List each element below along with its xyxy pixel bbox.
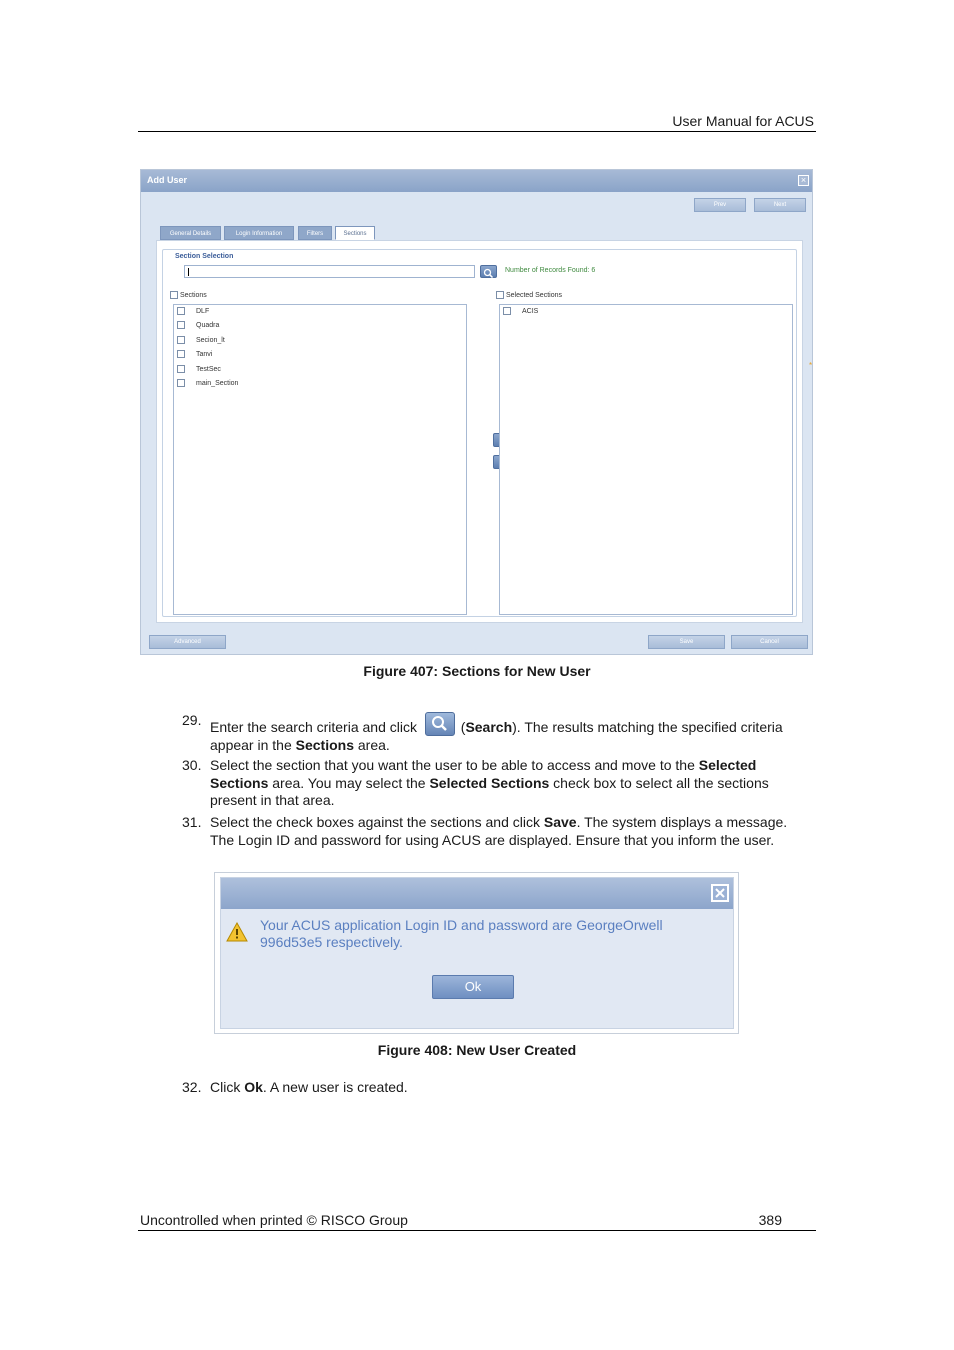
header-title: User Manual for ACUS [672, 113, 814, 129]
page-footer [138, 1211, 816, 1231]
tab-filters[interactable]: Filters [298, 226, 332, 240]
add-user-dialog-screenshot [140, 169, 813, 655]
records-found: Number of Records Found: 6 [505, 267, 596, 274]
required-star: * [809, 361, 813, 370]
dialog-title-bar [141, 170, 812, 192]
step-number: 31. [182, 814, 202, 830]
step-text: Enter the search criteria and click (Search). The results matching the specified criteria appear in the Sections area. [210, 712, 807, 754]
list-item[interactable] [177, 379, 238, 389]
message-dialog [220, 877, 734, 1029]
step-number: 30. [182, 757, 202, 773]
group-label: Section Selection [175, 253, 234, 260]
list-item[interactable] [503, 307, 538, 317]
list-item[interactable] [177, 350, 212, 360]
advanced-button[interactable]: Advanced [149, 635, 226, 649]
ok-button[interactable]: Ok [432, 975, 514, 999]
sections-header [170, 291, 207, 299]
item-label: Quadra [196, 322, 220, 329]
step-number: 32. [182, 1079, 202, 1095]
item-checkbox[interactable] [503, 307, 511, 315]
step-text: Click Ok. A new user is created. [210, 1079, 408, 1095]
sections-list[interactable] [173, 304, 467, 615]
sections-panel [156, 240, 813, 623]
item-label: Secion_lt [196, 337, 225, 344]
search-input[interactable] [184, 265, 475, 278]
item-label: Tanvi [196, 351, 213, 358]
step-number: 29. [182, 712, 202, 728]
figure-407-caption: Figure 407: Sections for New User [363, 663, 591, 679]
step-text: Select the check boxes against the sections and click Save. The system displays a message. The Login ID and password for using ACUS are displayed. Ensure that you inform the user. [210, 814, 788, 848]
item-checkbox[interactable] [177, 379, 185, 387]
list-item[interactable] [177, 336, 225, 346]
dialog-title-bar [221, 878, 733, 909]
tab-login-information[interactable]: Login Information [224, 226, 294, 240]
item-checkbox[interactable] [177, 321, 185, 329]
search-button[interactable] [480, 265, 497, 278]
save-button[interactable]: Save [648, 635, 725, 649]
close-icon[interactable] [711, 884, 729, 902]
figure-408-caption: Figure 408: New User Created [377, 1042, 577, 1058]
sections-header-label: Sections [179, 291, 207, 299]
next-button[interactable]: Next [754, 198, 806, 212]
item-label: TestSec [196, 366, 221, 373]
search-icon [481, 268, 496, 279]
selected-sections-list[interactable] [499, 304, 793, 615]
item-checkbox[interactable] [177, 336, 185, 344]
new-user-created-dialog-screenshot [214, 872, 739, 1034]
selected-header-label: Selected Sections [505, 291, 562, 299]
list-item[interactable] [177, 321, 219, 331]
close-icon[interactable]: × [798, 175, 809, 186]
step-text: Select the section that you want the user to be able to access and move to the Selected Sections area. You may select the Selected Sections check box to select all the sections present in that area. [210, 757, 769, 808]
warning-icon [226, 922, 248, 942]
list-item[interactable] [177, 307, 209, 317]
page-header [138, 112, 816, 132]
prev-button[interactable]: Prev [694, 198, 746, 212]
item-label: DLF [196, 308, 210, 315]
tab-general-details[interactable]: General Details [160, 226, 221, 240]
item-checkbox[interactable] [177, 350, 185, 358]
footer-copyright: Uncontrolled when printed © RISCO Group [140, 1212, 408, 1228]
item-label: main_Section [196, 380, 239, 387]
item-checkbox[interactable] [177, 365, 185, 373]
item-checkbox[interactable] [177, 307, 185, 315]
sections-select-all-checkbox[interactable] [170, 291, 178, 299]
list-item[interactable] [177, 365, 221, 375]
cancel-button[interactable]: Cancel [731, 635, 808, 649]
tab-sections[interactable]: Sections [335, 226, 375, 240]
selected-sections-header [496, 291, 562, 299]
item-label: ACIS [522, 308, 539, 315]
section-selection-group [162, 249, 813, 617]
search-icon [425, 712, 455, 736]
selected-select-all-checkbox[interactable] [496, 291, 504, 299]
message-line: 996d53e5 respectively. [260, 934, 403, 950]
page-number: 389 [758, 1212, 782, 1228]
login-message [260, 917, 710, 951]
dialog-title: Add User [147, 175, 188, 185]
message-line: Your ACUS application Login ID and password are GeorgeOrwell [260, 917, 663, 933]
